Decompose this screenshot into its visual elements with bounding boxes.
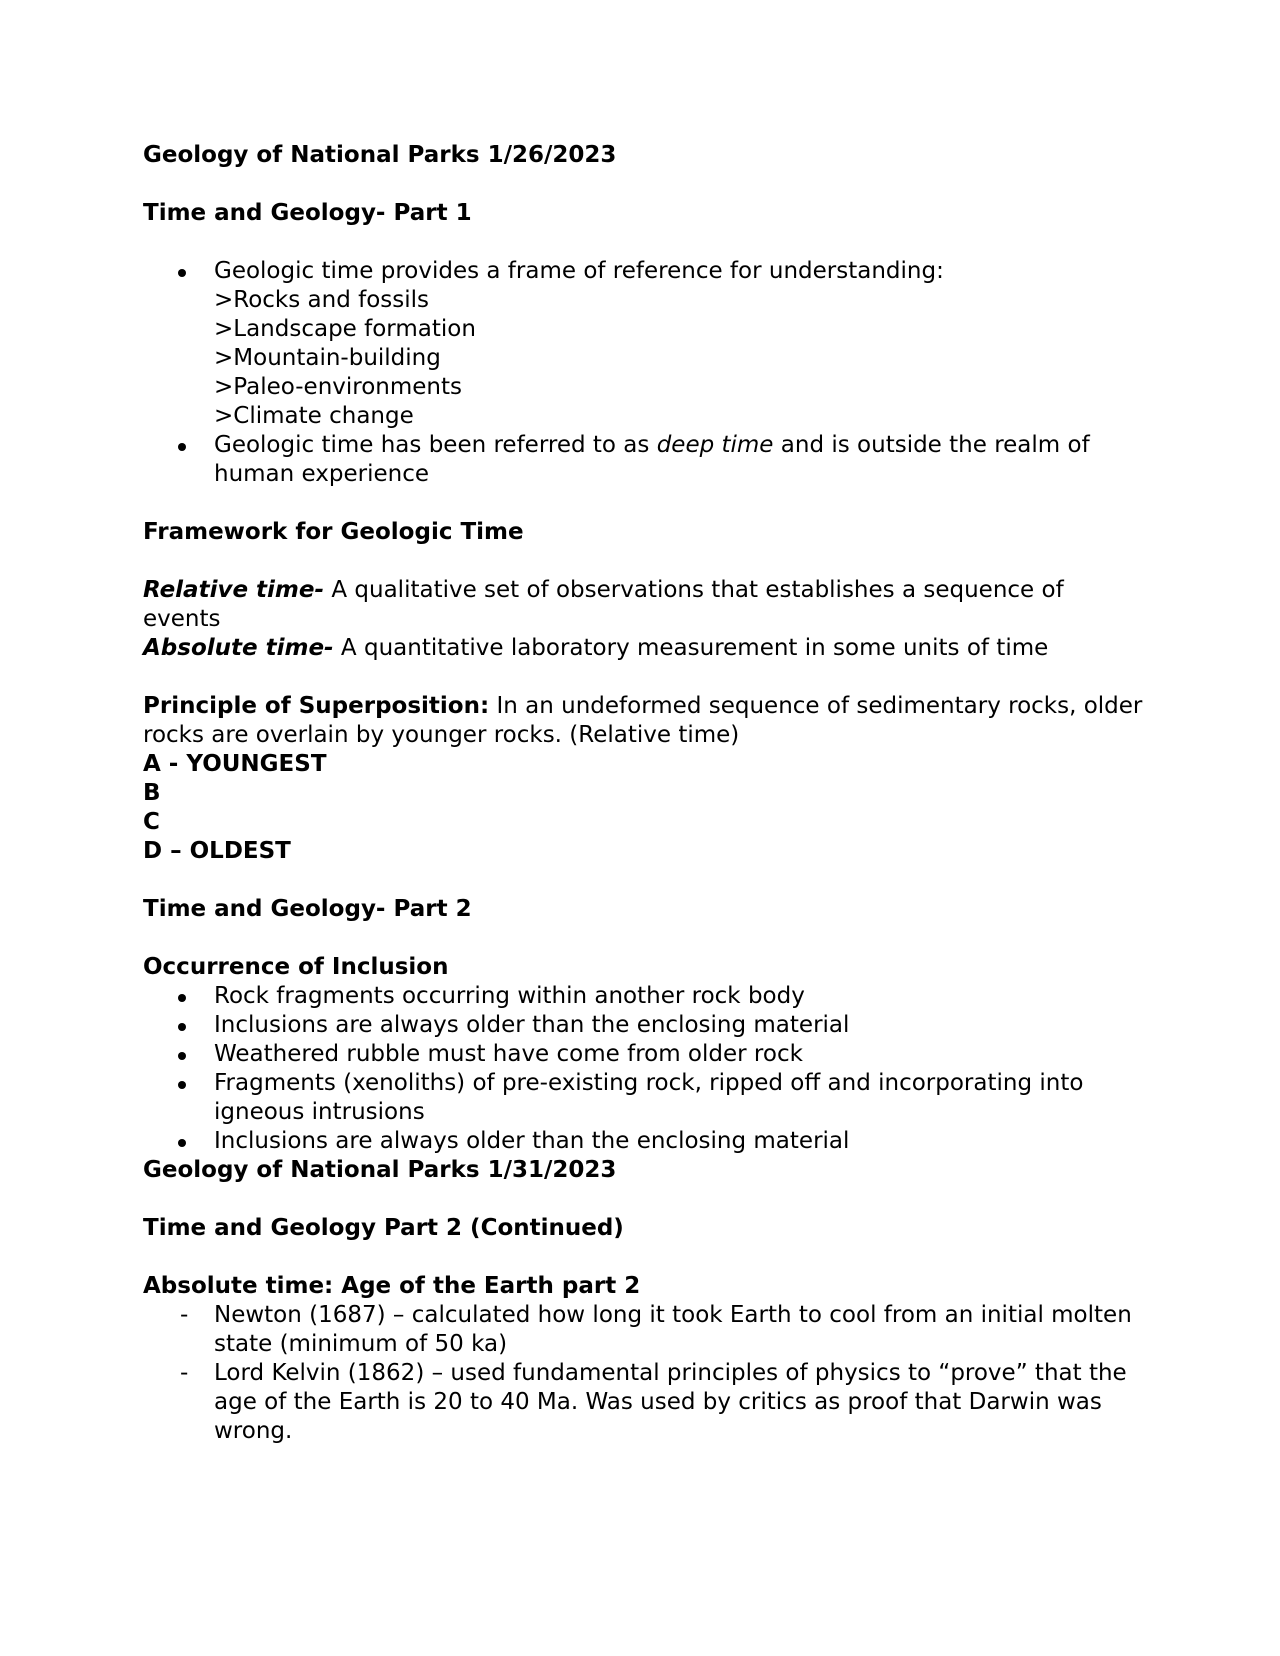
dash-icon: - — [180, 1360, 189, 1386]
absolute-time-definition: Absolute time- A quantitative laboratory measurement in some units of time — [143, 635, 1049, 661]
section-heading-continued: Time and Geology Part 2 (Continued) — [143, 1215, 624, 1241]
subheading-age-of-earth: Absolute time: Age of the Earth part 2 — [143, 1273, 641, 1299]
inclusion-bullets — [143, 982, 1143, 1156]
list-item: Inclusions are always older than the enclosing material — [143, 1011, 1143, 1040]
subheading-inclusion: Occurrence of Inclusion — [143, 954, 449, 980]
list-item: Fragments (xenoliths) of pre-existing rock, ripped off and incorporating into igneous intrusions — [143, 1069, 1143, 1127]
part1-bullets — [143, 257, 1143, 489]
bullet-icon — [178, 1052, 186, 1060]
layer-label: C — [143, 809, 160, 835]
superposition-definition: Principle of Superposition: In an undeformed sequence of sedimentary rocks, older rocks are overlain by younger rocks. (Relative time) — [143, 693, 1143, 748]
layer-label: B — [143, 780, 161, 806]
bullet-icon — [178, 1139, 186, 1147]
bullet-icon — [178, 1081, 186, 1089]
layer-label: D – OLDEST — [143, 838, 291, 864]
bullet-icon — [178, 269, 186, 277]
list-item: Inclusions are always older than the enclosing material — [143, 1127, 1143, 1156]
list-item: Weathered rubble must have come from older rock — [143, 1040, 1143, 1069]
bullet-icon — [178, 994, 186, 1002]
doc-title-2: Geology of National Parks 1/31/2023 — [143, 1157, 617, 1183]
dash-icon: - — [180, 1302, 189, 1328]
document-page — [143, 141, 1143, 1446]
section-heading-part2: Time and Geology- Part 2 — [143, 896, 472, 922]
bullet-icon — [178, 443, 186, 451]
age-items — [143, 1301, 1143, 1446]
list-item: Geologic time provides a frame of reference for understanding: >Rocks and fossils >Landscape formation >Mountain-building >Paleo-environments >Climate change — [143, 257, 1143, 431]
bullet-icon — [178, 1023, 186, 1031]
relative-time-definition: Relative time- A qualitative set of observations that establishes a sequence of events — [143, 577, 1064, 632]
layer-label: A - YOUNGEST — [143, 751, 327, 777]
section-heading-part1: Time and Geology- Part 1 — [143, 200, 472, 226]
list-item: Rock fragments occurring within another rock body — [143, 982, 1143, 1011]
doc-title-1: Geology of National Parks 1/26/2023 — [143, 142, 617, 168]
list-item: - Newton (1687) – calculated how long it took Earth to cool from an initial molten state (minimum of 50 ka) — [180, 1302, 1132, 1357]
list-item: Geologic time has been referred to as deep time and is outside the realm of human experience — [143, 431, 1143, 489]
section-heading-framework: Framework for Geologic Time — [143, 519, 524, 545]
list-item: - Lord Kelvin (1862) – used fundamental principles of physics to “prove” that the age of the Earth is 20 to 40 Ma. Was used by critics as proof that Darwin was wrong. — [180, 1360, 1127, 1444]
